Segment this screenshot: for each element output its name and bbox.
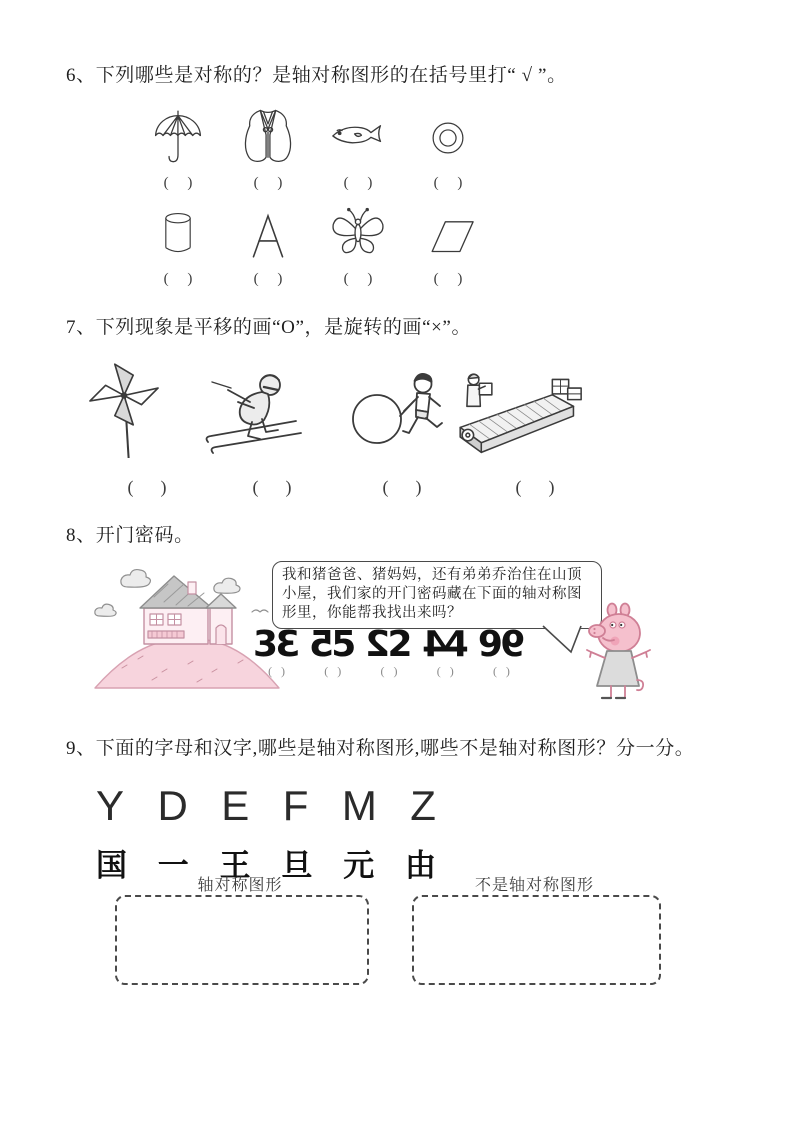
answer-paren[interactable]: ( ) <box>127 477 167 497</box>
answer-paren[interactable]: ( ) <box>253 175 283 191</box>
symmetric-box-label: 轴对称图形 <box>197 877 283 894</box>
vest-icon <box>236 104 300 172</box>
q6-row-2 <box>133 202 493 288</box>
fish-icon <box>321 104 395 172</box>
pinwheel-icon <box>78 356 170 468</box>
password-codes-row <box>253 624 525 679</box>
letter-item: E <box>221 782 250 829</box>
symmetric-answer-box[interactable] <box>115 895 369 985</box>
answer-paren[interactable]: ( ) <box>253 271 283 287</box>
skier-icon <box>198 362 316 462</box>
q6-item-ring <box>403 104 493 192</box>
letter-item: D <box>157 782 188 829</box>
q6-item-umbrella <box>133 104 223 192</box>
question-7-text: 7、下列现象是平移的画“O”，是旋转的画“×”。 <box>66 317 472 338</box>
cylinder-icon <box>149 202 207 268</box>
character-item: 国 <box>96 848 127 883</box>
answer-paren[interactable]: ( ) <box>433 271 463 287</box>
letter-item: Y <box>96 782 125 829</box>
answer-paren[interactable]: ( ) <box>343 271 373 287</box>
answer-paren[interactable]: ( ) <box>492 664 510 678</box>
not-symmetric-box-label: 不是轴对称图形 <box>474 877 594 894</box>
answer-paren[interactable]: ( ) <box>163 271 193 287</box>
letter-a-icon <box>235 202 301 268</box>
answer-paren[interactable]: ( ) <box>436 664 454 678</box>
mirror-digit-3: 3 3 <box>253 624 301 665</box>
code-item <box>365 624 413 679</box>
answer-paren[interactable]: ( ) <box>382 477 422 497</box>
answer-paren[interactable]: ( ) <box>380 664 398 678</box>
answer-paren[interactable]: ( ) <box>433 175 463 191</box>
mirror-digit-4: 4 4 <box>421 624 469 665</box>
answer-paren[interactable]: ( ) <box>515 477 555 497</box>
code-item <box>309 624 357 679</box>
not-symmetric-answer-box[interactable] <box>412 895 661 985</box>
answer-paren[interactable]: ( ) <box>268 664 286 678</box>
character-item: 元 <box>343 848 375 883</box>
character-item: 由 <box>404 848 436 883</box>
ring-icon <box>417 104 479 172</box>
q6-item-letter-A <box>223 202 313 288</box>
mirror-digit-5: 5 5 <box>309 624 357 665</box>
mirror-digit-2: 2 2 <box>365 624 413 665</box>
answer-paren[interactable]: ( ) <box>252 477 292 497</box>
letter-item: F <box>282 782 309 829</box>
speech-bubble <box>272 561 602 629</box>
mirror-digit-9: 9 9 <box>477 624 525 665</box>
question-8-text: 8、开门密码。 <box>66 525 194 546</box>
conveyor-belt-icon <box>452 366 597 462</box>
answer-paren[interactable]: ( ) <box>343 175 373 191</box>
answer-paren[interactable]: ( ) <box>163 175 193 191</box>
character-item: 一 <box>157 848 189 883</box>
character-item: 王 <box>219 848 251 883</box>
letter-item: M <box>341 782 377 829</box>
character-item: 旦 <box>281 848 313 883</box>
parallelogram-icon <box>411 202 485 268</box>
peppa-pig-icon <box>585 600 651 703</box>
speech-bubble-text: 我和猪爸爸、猪妈妈，还有弟弟乔治住在山顶小屋，我们家的开门密码藏在下面的轴对称图形里，你能帮我找出来吗？ <box>282 567 582 622</box>
q6-item-vest <box>223 104 313 192</box>
code-item <box>253 624 301 679</box>
question-6-text: 6、下列哪些是对称的？是轴对称图形的在括号里打“ √ ”。 <box>66 65 567 86</box>
question-9-text: 9、下面的字母和汉字,哪些是轴对称图形,哪些不是轴对称图形？分一分。 <box>66 738 695 759</box>
butterfly-icon <box>324 202 392 268</box>
code-item <box>421 624 469 679</box>
code-item <box>477 624 525 679</box>
answer-paren[interactable]: ( ) <box>324 664 342 678</box>
letters-row <box>96 782 436 830</box>
umbrella-icon <box>146 104 210 172</box>
q6-item-cylinder <box>133 202 223 288</box>
q6-item-butterfly <box>313 202 403 288</box>
letter-item: Z <box>410 782 436 829</box>
q6-row-1 <box>133 104 493 192</box>
q6-item-fish <box>313 104 403 192</box>
speech-bubble-tail <box>541 626 587 654</box>
q6-item-parallelogram <box>403 202 493 288</box>
hoop-rolling-boy-icon <box>348 358 456 460</box>
